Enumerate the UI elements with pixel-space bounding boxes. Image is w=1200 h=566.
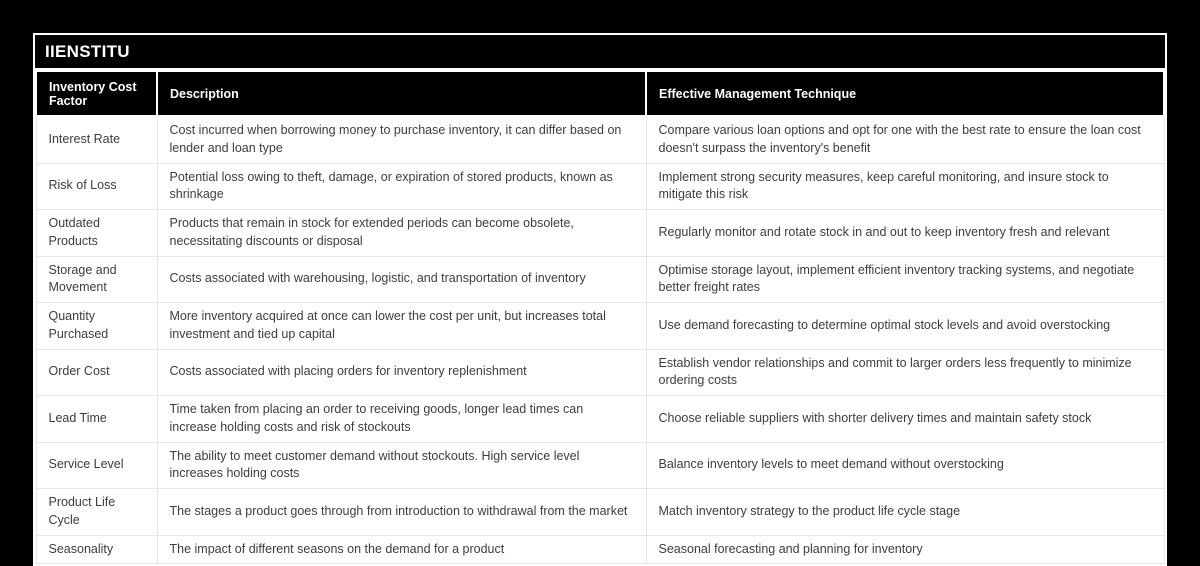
table-row xyxy=(36,489,1164,536)
cell-description: Products that remain in stock for extended periods can become obsolete, necessitating discounts or disposal xyxy=(157,210,646,257)
cell-technique: Choose reliable suppliers with shorter delivery times and maintain safety stock xyxy=(646,396,1164,443)
cell-technique: Use demand forecasting to determine optimal stock levels and avoid overstocking xyxy=(646,303,1164,350)
cell-description: The stages a product goes through from introduction to withdrawal from the market xyxy=(157,489,646,536)
table-row xyxy=(36,116,1164,163)
cell-technique: Seasonal forecasting and planning for inventory xyxy=(646,535,1164,564)
table-row xyxy=(36,396,1164,443)
cell-factor: Interest Rate xyxy=(36,116,157,163)
table-row xyxy=(36,442,1164,489)
cell-technique: Match inventory strategy to the product life cycle stage xyxy=(646,489,1164,536)
cell-factor: Storage and Movement xyxy=(36,256,157,303)
cell-description: Costs associated with warehousing, logistic, and transportation of inventory xyxy=(157,256,646,303)
cell-factor: Seasonality xyxy=(36,535,157,564)
table-row xyxy=(36,535,1164,564)
cell-factor: Service Level xyxy=(36,442,157,489)
cell-technique: Implement strong security measures, keep careful monitoring, and insure stock to mitigate this risk xyxy=(646,163,1164,210)
cell-description: The impact of different seasons on the demand for a product xyxy=(157,535,646,564)
table-body xyxy=(36,116,1164,564)
cell-factor: Risk of Loss xyxy=(36,163,157,210)
table-row xyxy=(36,210,1164,257)
inventory-cost-table-card xyxy=(33,33,1167,566)
cell-technique: Establish vendor relationships and commit to larger orders less frequently to minimize ordering costs xyxy=(646,349,1164,396)
cell-technique: Regularly monitor and rotate stock in and out to keep inventory fresh and relevant xyxy=(646,210,1164,257)
cell-description: Potential loss owing to theft, damage, or expiration of stored products, known as shrinkage xyxy=(157,163,646,210)
cell-technique: Optimise storage layout, implement efficient inventory tracking systems, and negotiate better freight rates xyxy=(646,256,1164,303)
cell-factor: Lead Time xyxy=(36,396,157,443)
brand-title: IIENSTITU xyxy=(35,35,1165,70)
cell-factor: Product Life Cycle xyxy=(36,489,157,536)
cell-factor: Quantity Purchased xyxy=(36,303,157,350)
header-row xyxy=(36,71,1164,116)
cell-description: More inventory acquired at once can lower the cost per unit, but increases total investment and tied up capital xyxy=(157,303,646,350)
table-header xyxy=(36,71,1164,116)
cell-factor: Order Cost xyxy=(36,349,157,396)
cell-description: Time taken from placing an order to receiving goods, longer lead times can increase holding costs and risk of stockouts xyxy=(157,396,646,443)
inventory-cost-table xyxy=(35,70,1165,564)
column-header-effective-management-technique: Effective Management Technique xyxy=(646,71,1164,116)
column-header-inventory-cost-factor: Inventory Cost Factor xyxy=(36,71,157,116)
cell-description: Cost incurred when borrowing money to purchase inventory, it can differ based on lender and loan type xyxy=(157,116,646,163)
cell-factor: Outdated Products xyxy=(36,210,157,257)
table-row xyxy=(36,163,1164,210)
cell-technique: Balance inventory levels to meet demand without overstocking xyxy=(646,442,1164,489)
cell-technique: Compare various loan options and opt for one with the best rate to ensure the loan cost doesn't surpass the inventory's benefit xyxy=(646,116,1164,163)
cell-description: Costs associated with placing orders for inventory replenishment xyxy=(157,349,646,396)
table-row xyxy=(36,256,1164,303)
column-header-description: Description xyxy=(157,71,646,116)
cell-description: The ability to meet customer demand without stockouts. High service level increases holding costs xyxy=(157,442,646,489)
table-row xyxy=(36,303,1164,350)
table-row xyxy=(36,349,1164,396)
